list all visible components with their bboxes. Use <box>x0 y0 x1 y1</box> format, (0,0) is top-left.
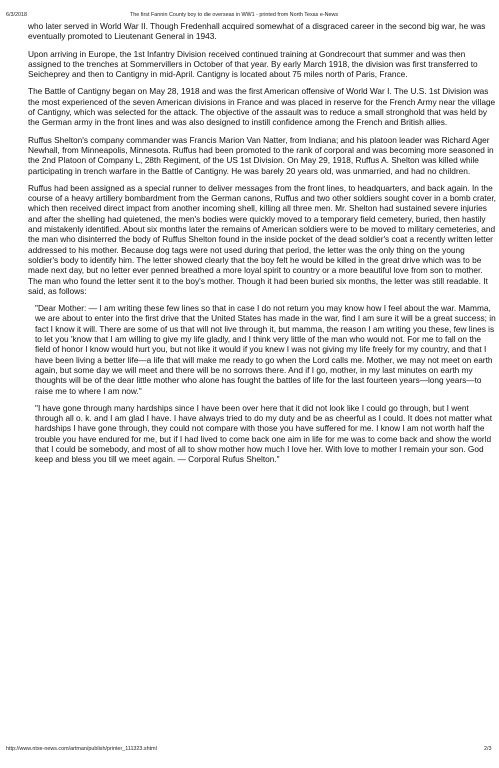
paragraph-1: who later served in World War II. Though Fredenhall acquired somewhat of a disgraced career in the second big war, he was eventually promoted to Lieutenant General in 1943. <box>28 21 486 42</box>
page-number: 2/3 <box>484 746 492 752</box>
paragraph-5: Ruffus had been assigned as a special runner to deliver messages from the front lines, to headquarters, and back again. In the course of a heavy artillery bombardment from the German canons, Ruffus and two other soldiers sought cover in a bomb crater, which then received direct impact from another incoming shell, killing all three men. Mr. Shelton had sustained severe injuries and after the shelling had quietened, the men's bodies were quickly moved to a temporary field cemetery, buried, then hastily and mistakenly identified. About six months later the remains of American soldiers were to be moved to military cemeteries, and the man who disinterred the body of Ruffus Shelton found in the inside pocket of the dead soldier's coat a recently written letter addressed to his mother. Because dog tags were not used during that period, the letter was the only thing on the young soldier's body to identify him. The letter showed clearly that the boy felt he would be killed in the great drive which was to be made next day, but no letter ever penned breathed a more loyal spirit to country or a more beautiful love from son to mother. The man who found the letter sent it to the boy's mother. Though it had been buried six months, the letter was still readable. It said, as follows: <box>28 182 496 296</box>
print-header-title: The first Fannin County boy to die overseas in WW1 - printed from North Texas e-News <box>130 12 339 18</box>
letter-quote-1: "Dear Mother: — I am writing these few lines so that in case I do not return you may know how I feel about the war. Mamma, we are about to enter into the first drive that the United States has made in the war, find I am sure it will be a great success; in fact I know it will. There are some of us that will not live through it, but mamma, the reason I am writing you these, few lines is to let you 'know that I am willing to give my life gladly, and I think very little of the man who would not. For me to fall on the field of honor I know would hurt you, but not like it would if you knew I was not giving my life freely for my country, and that I have been living a better life—a life that will make me ready to go when the Lord calls me. Mother, we may not meet on earth again, but some day we will meet and there will be no sorrows there. And if I go, mother, in my last minutes on earth my thoughts will be of the dear little mother who alone has fought the battles of life for the last fourteen years—long years—to raise me to where I am now." <box>35 303 496 396</box>
paragraph-3: The Battle of Cantigny began on May 28, 1918 and was the first American offensive of World War I. The U.S. 1st Division was the most experienced of the seven American divisions in France and was placed in reserve for the French Army near the village of Cantigny, which was selected for the attack. The objective of the assault was to reduce a small stronghold that was held by the German army in the front lines and was also designed to instill confidence among the French and British allies. <box>28 86 496 128</box>
letter-quote-2: "I have gone through many hardships since I have been over here that it did not look like I could go through, but I went through all o. k. and I am glad I have. I have always tried to do my duty and be as cheerful as I could. It does not matter what hardships I have gone through, they could not compare with those you have suffered for me. I know I am not worth half the trouble you have endured for me, but if I had lived to come back one aim in life for me was to come back and show the world that I could be somebody, and most of all to show mother how much I love her. With love to mother I remain your son. God keep and bless you till we meet again. — Corporal Rufus Shelton." <box>35 402 493 465</box>
paragraph-2: Upon arriving in Europe, the 1st Infantry Division received continued training at Gondrecourt that summer and was then assigned to the trenches at Sommervillers in October of that year. By early March 1918, the division was first transferred to Seicheprey and then to Cantigny in mid-April. Cantigny is located about 75 miles north of Paris, France. <box>28 48 478 80</box>
print-date: 6/3/2018 <box>6 12 27 18</box>
article-body <box>28 21 496 472</box>
footer-url[interactable]: http://www.ntxe-news.com/artman/publish/printer_111323.shtml <box>6 746 157 752</box>
paragraph-4: Ruffus Shelton's company commander was Francis Marion Van Natter, from Indiana; and his platoon leader was Richard Ager Newhall, from Minneapolis, Minnesota. Ruffus had been promoted to the rank of corporal and was becoming more seasoned in the 2nd Platoon of Company L, 28th Regiment, of the US 1st Division. On May 29, 1918, Ruffus A. Shelton was killed while participating in trench warfare in the Battle of Cantigny. He was barely 20 years old, was unmarried, and had no children. <box>28 134 494 176</box>
